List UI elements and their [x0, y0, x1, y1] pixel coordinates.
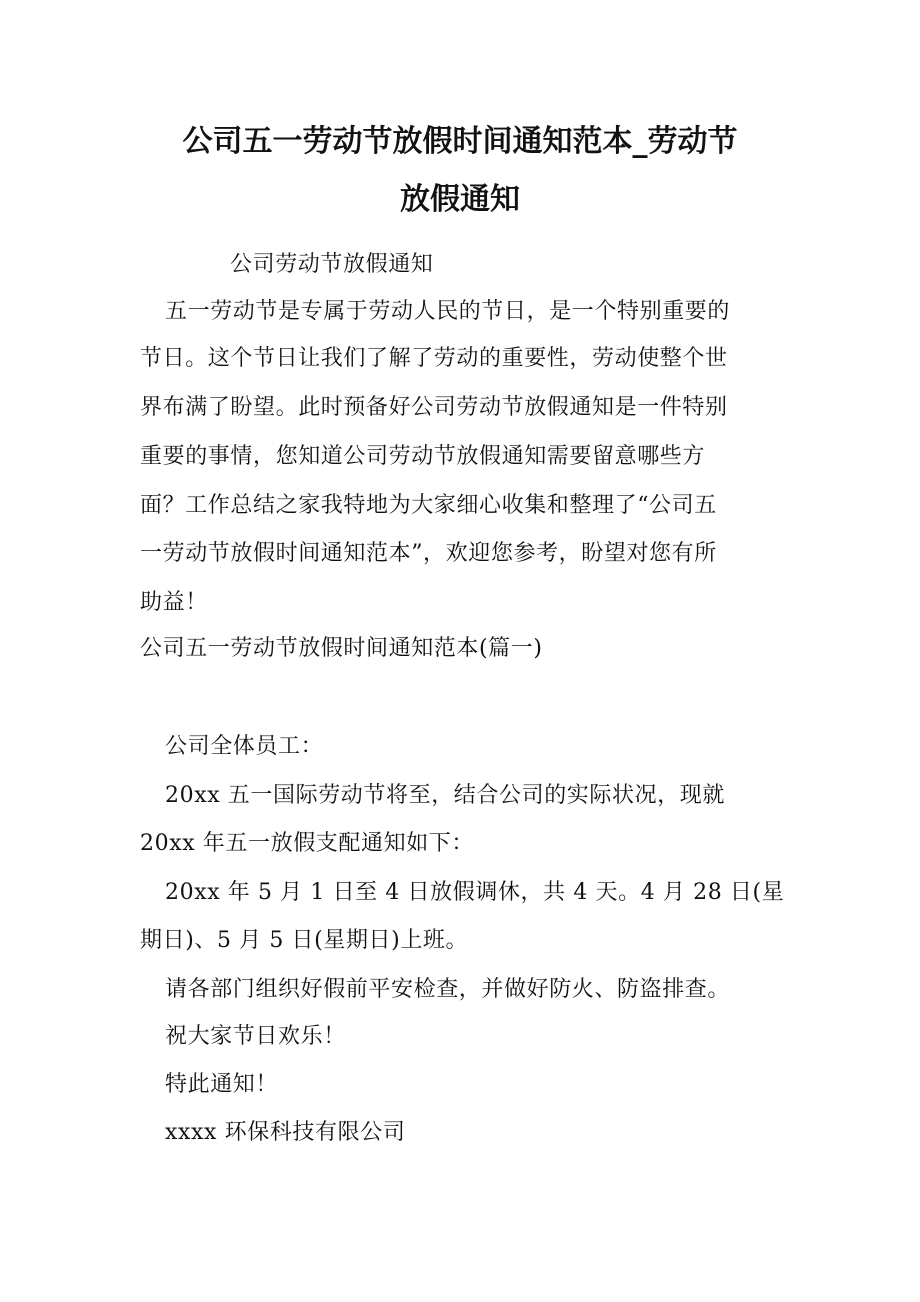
body-line: 20xx 五一国际劳动节将至，结合公司的实际状况，现就 — [165, 783, 726, 808]
body-line: 期日)、5 月 5 日(星期日)上班。 — [140, 928, 469, 953]
section-heading: 公司五一劳动节放假时间通知范本(篇一) — [140, 636, 543, 661]
body-line: 20xx 年五一放假支配通知如下： — [140, 831, 475, 856]
intro-line: 节日。这个节日让我们了解了劳动的重要性，劳动使整个世 — [140, 346, 728, 371]
document-subtitle: 公司劳动节放假通知 — [230, 252, 434, 277]
body-line: 20xx 年 5 月 1 日至 4 日放假调休，共 4 天。4 月 28 日(星 — [165, 880, 785, 905]
company-signature: xxxx 环保科技有限公司 — [165, 1120, 406, 1145]
intro-line: 重要的事情，您知道公司劳动节放假通知需要留意哪些方 — [140, 444, 706, 469]
document-title-line-1: 公司五一劳动节放假时间通知范本_劳动节 — [182, 124, 738, 159]
intro-line: 面？工作总结之家我特地为大家细心收集和整理了“公司五 — [140, 493, 717, 518]
intro-line: 助益！ — [140, 590, 208, 615]
body-line: 请各部门组织好假前平安检查，并做好防火、防盗排查。 — [165, 977, 731, 1002]
body-line: 公司全体员工： — [165, 734, 324, 759]
intro-line: 五一劳动节是专属于劳动人民的节日，是一个特别重要的 — [165, 299, 731, 324]
body-line: 祝大家节日欢乐！ — [165, 1024, 346, 1049]
document-title-line-2: 放假通知 — [400, 182, 520, 217]
intro-line: 一劳动节放假时间通知范本”，欢迎您参考，盼望对您有所 — [140, 541, 717, 566]
intro-line: 界布满了盼望。此时预备好公司劳动节放假通知是一件特别 — [140, 395, 728, 420]
body-line: 特此通知！ — [165, 1072, 279, 1097]
